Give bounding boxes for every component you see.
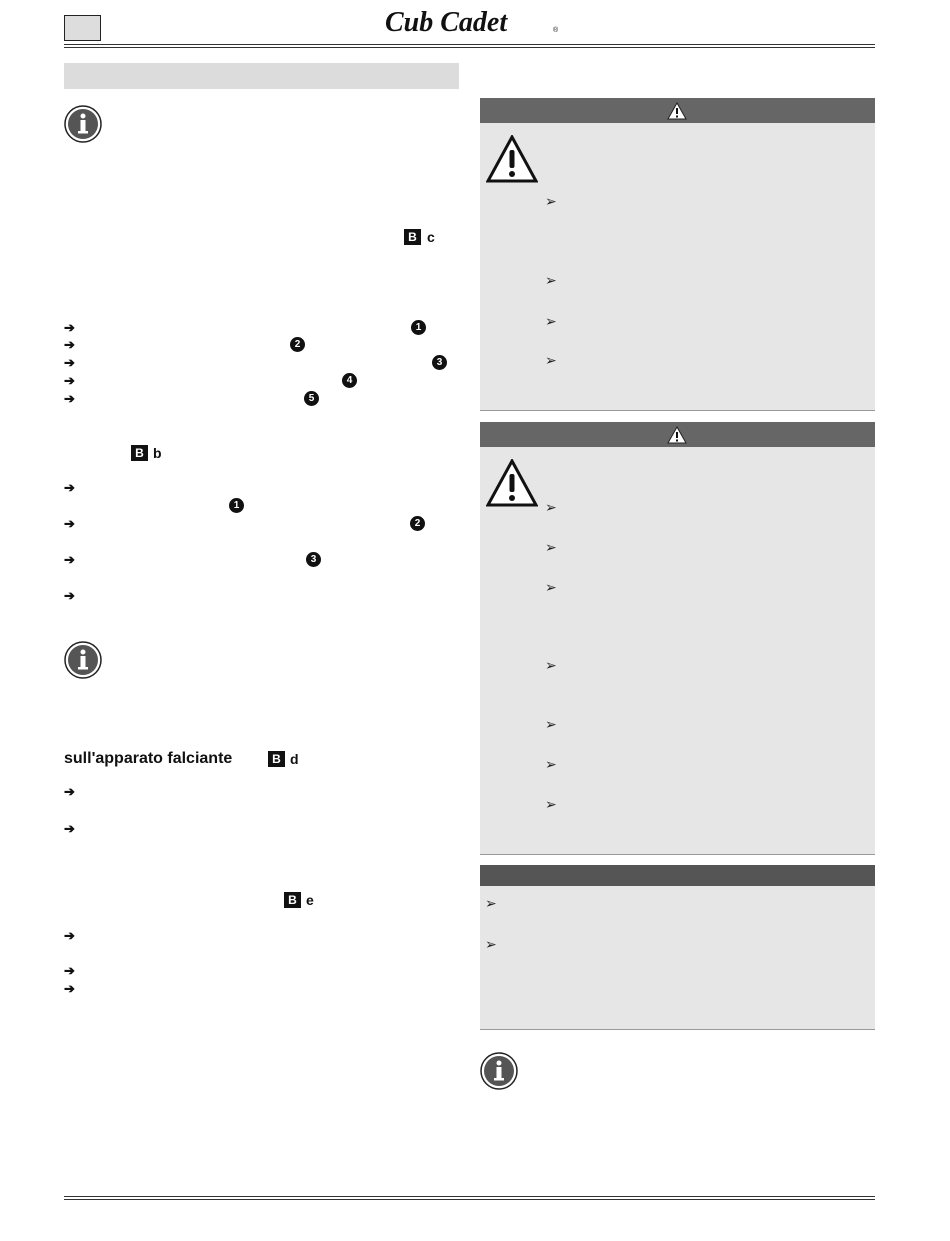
chevron-bullet-icon: ➢ bbox=[545, 796, 557, 812]
ref-letter: b bbox=[153, 445, 162, 461]
chevron-bullet-icon: ➢ bbox=[545, 313, 557, 329]
logo-text: Cub Cadet bbox=[385, 7, 508, 38]
warning-panel bbox=[480, 422, 875, 855]
ref-badge-b: B bbox=[284, 892, 301, 908]
footer-rule bbox=[64, 1196, 875, 1197]
step-number: 1 bbox=[411, 320, 426, 335]
warning-triangle-icon bbox=[486, 459, 538, 507]
ref-badge-b: B bbox=[404, 229, 421, 245]
header-rule-2 bbox=[64, 47, 875, 48]
footer-rule-2 bbox=[64, 1199, 875, 1200]
chevron-bullet-icon: ➢ bbox=[545, 756, 557, 772]
arrow-right-icon: ➔ bbox=[64, 588, 75, 603]
arrow-right-icon: ➔ bbox=[64, 821, 75, 836]
chevron-bullet-icon: ➢ bbox=[545, 657, 557, 673]
note-panel-header bbox=[480, 865, 875, 886]
section-title-bar bbox=[64, 63, 459, 89]
arrow-right-icon: ➔ bbox=[64, 391, 75, 406]
arrow-right-icon: ➔ bbox=[64, 480, 75, 495]
warning-panel bbox=[480, 98, 875, 411]
info-icon bbox=[480, 1052, 518, 1090]
arrow-right-icon: ➔ bbox=[64, 981, 75, 996]
section-heading: sull'apparato falciante bbox=[64, 750, 233, 767]
chevron-bullet-icon: ➢ bbox=[485, 936, 497, 952]
cub-cadet-logo bbox=[383, 4, 563, 40]
chevron-bullet-icon: ➢ bbox=[545, 499, 557, 515]
step-number: 1 bbox=[229, 498, 244, 513]
warning-panel-header bbox=[480, 98, 875, 123]
step-number: 3 bbox=[306, 552, 321, 567]
ref-letter: d bbox=[290, 751, 299, 767]
info-icon bbox=[64, 641, 102, 679]
arrow-right-icon: ➔ bbox=[64, 337, 75, 352]
step-number: 4 bbox=[342, 373, 357, 388]
warning-triangle-icon bbox=[667, 426, 687, 444]
arrow-right-icon: ➔ bbox=[64, 928, 75, 943]
ref-letter: c bbox=[427, 229, 435, 245]
ref-badge-b: B bbox=[131, 445, 148, 461]
chevron-bullet-icon: ➢ bbox=[485, 895, 497, 911]
note-panel bbox=[480, 865, 875, 1030]
warning-panel-header bbox=[480, 422, 875, 447]
step-number: 2 bbox=[410, 516, 425, 531]
ref-badge-b: B bbox=[268, 751, 285, 767]
arrow-right-icon: ➔ bbox=[64, 963, 75, 978]
step-number: 2 bbox=[290, 337, 305, 352]
chevron-bullet-icon: ➢ bbox=[545, 272, 557, 288]
chevron-bullet-icon: ➢ bbox=[545, 716, 557, 732]
arrow-right-icon: ➔ bbox=[64, 552, 75, 567]
chevron-bullet-icon: ➢ bbox=[545, 539, 557, 555]
warning-triangle-icon bbox=[667, 102, 687, 120]
arrow-right-icon: ➔ bbox=[64, 784, 75, 799]
arrow-right-icon: ➔ bbox=[64, 320, 75, 335]
step-number: 3 bbox=[432, 355, 447, 370]
ref-letter: e bbox=[306, 892, 314, 908]
svg-text:®: ® bbox=[553, 27, 559, 34]
info-icon bbox=[64, 105, 102, 143]
arrow-right-icon: ➔ bbox=[64, 355, 75, 370]
chevron-bullet-icon: ➢ bbox=[545, 193, 557, 209]
arrow-right-icon: ➔ bbox=[64, 373, 75, 388]
arrow-right-icon: ➔ bbox=[64, 516, 75, 531]
warning-triangle-icon bbox=[486, 135, 538, 183]
page-number-box bbox=[64, 15, 101, 41]
chevron-bullet-icon: ➢ bbox=[545, 352, 557, 368]
chevron-bullet-icon: ➢ bbox=[545, 579, 557, 595]
header-rule bbox=[64, 44, 875, 45]
step-number: 5 bbox=[304, 391, 319, 406]
